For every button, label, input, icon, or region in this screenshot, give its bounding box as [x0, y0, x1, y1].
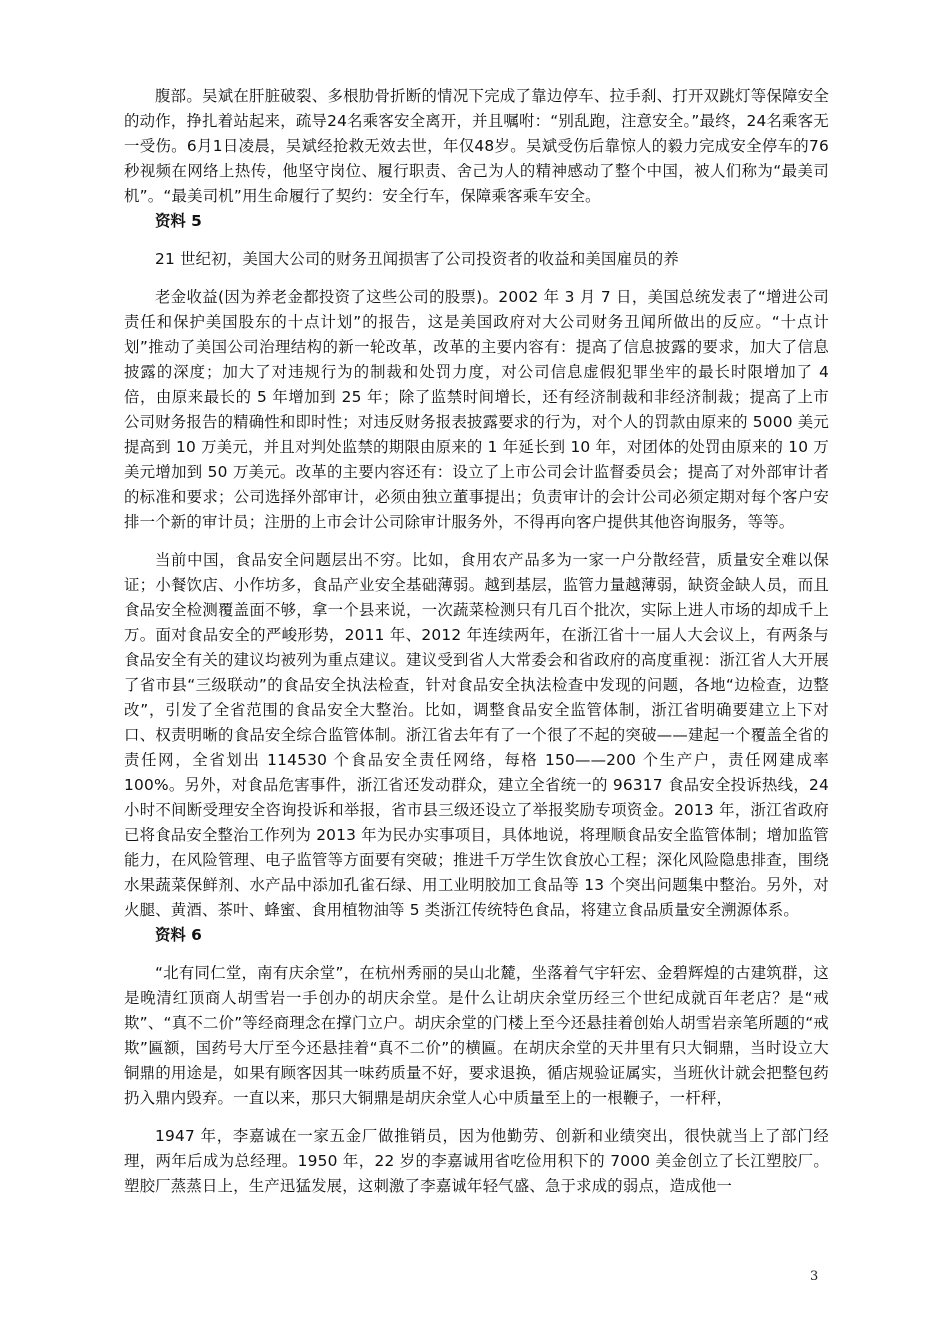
paragraph-ten-point-plan: 老金收益(因为养老金都投资了这些公司的股票)。2002 年 3 月 7 日，美国总统发表了“增进公司责任和保护美国股东的十点计划”的报告，这是美国政府对大公司财务丑闻所做出的反应。“十点计划”推动了美国公司治理结构的新一轮改革，改革的主要内容有：提高了信息披露的要求，加大了信息披露的深度；加大了对违规行为的制裁和处罚力度，对公司信息虚假犯罪坐牢的最长时限增加了 4 倍，由原来最长的 5 年增加到 25 年；除了监禁时间增长，还有经济制裁和非经济制裁；提高了上市公司财务报告的精确性和即时性；对违反财务报表披露要求的行为，对个人的罚款由原来的 5000 美元提高到 10 万美元，并且对判处监禁的期限由原来的 1 年延长到 10 年，对团体的处罚由原来的 10 万美元增加到 50 万美元。改革的主要内容还有：设立了上市公司会计监督委员会；提高了对外部审计者的标准和要求；公司选择外部审计，必须由独立董事提出；负责审计的会计公司必须定期对每个客户安排一个新的审计员；注册的上市会计公司除审计服务外，不得再向客户提供其他咨询服务，等等。 [124, 288, 829, 531]
paragraph-us-scandal-intro: 21 世纪初，美国大公司的财务丑闻损害了公司投资者的收益和美国雇员的养 [155, 250, 679, 268]
paragraph-li-ka-shing: 1947 年，李嘉诚在一家五金厂做推销员，因为他勤劳、创新和业绩突出，很快就当上了部门经理，两年后成为总经理。1950 年，22 岁的李嘉诚用省吃俭用积下的 7000 美金创立了长江塑胶厂。塑胶厂蒸蒸日上，生产迅猛发展，这刺激了李嘉诚年轻气盛、急于求成的弱点，造成他一 [124, 1127, 829, 1195]
paragraph-hu-qing-yu-tang: “北有同仁堂，南有庆余堂”，在杭州秀丽的吴山北麓，坐落着气宇轩宏、金碧辉煌的古建筑群，这是晚清红顶商人胡雪岩一手创办的胡庆余堂。是什么让胡庆余堂历经三个世纪成就百年老店？是“戒欺”、“真不二价”等经商理念在撑门立户。胡庆余堂的门楼上至今还悬挂着创始人胡雪岩亲笔所题的“戒欺”匾额，国药号大厅至今还悬挂着“真不二价”的横匾。在胡庆余堂的天井里有只大铜鼎，当时设立大铜鼎的用途是，如果有顾客因其一味药质量不好，要求退换，循店规验证属实，当班伙计就会把整包药扔入鼎内毁弃。一直以来，那只大铜鼎是胡庆余堂人心中质量至上的一根鞭子，一杆秤， [124, 964, 829, 1107]
section-heading-material-5: 资料 5 [155, 212, 202, 230]
page-number: 3 [810, 1269, 819, 1284]
paragraph-wu-bin-story: 腹部。吴斌在肝脏破裂、多根肋骨折断的情况下完成了靠边停车、拉手刹、打开双跳灯等保障安全的动作，挣扎着站起来，疏导24名乘客安全离开，并且嘱咐：“别乱跑，注意安全。”最终，24名乘客无一受伤。6月1日凌晨，吴斌经抢救无效去世，年仅48岁。吴斌受伤后靠惊人的毅力完成安全停车的76秒视频在网络上热传，他坚守岗位、履行职责、舍己为人的精神感动了整个中国，被人们称为“最美司机”。“最美司机”用生命履行了契约：安全行车，保障乘客乘车安全。 [124, 87, 829, 205]
section-heading-material-6: 资料 6 [155, 926, 202, 944]
paragraph-food-safety: 当前中国，食品安全问题层出不穷。比如，食用农产品多为一家一户分散经营，质量安全难以保证；小餐饮店、小作坊多，食品产业安全基础薄弱。越到基层，监管力量越薄弱，缺资金缺人员，而且食品安全检测覆盖面不够，拿一个县来说，一次蔬菜检测只有几百个批次，实际上进人市场的却成千上万。面对食品安全的严峻形势，2011 年、2012 年连续两年，在浙江省十一届人大会议上，有两条与食品安全有关的建议均被列为重点建议。建议受到省人大常委会和省政府的高度重视：浙江省人大开展了省市县“三级联动”的食品安全执法检查，针对食品安全执法检查中发现的问题，各地“边检查，边整改”，引发了全省范围的食品安全大整治。比如，调整食品安全监管体制，浙江省明确要建立上下对口、权责明晰的食品安全综合监管体制。浙江省去年有了一个很了不起的突破——建起一个覆盖全省的责任网，全省划出 114530 个食品安全责任网络，每格 150——200 个生产户，责任网建成率 100%。另外，对食品危害事件，浙江省还发动群众，建立全省统一的 96317 食品安全投诉热线，24 小时不间断受理安全咨询投诉和举报，省市县三级还设立了举报奖励专项资金。2013 年，浙江省政府已将食品安全整治工作列为 2013 年为民办实事项目，具体地说，将理顺食品安全监管体制；增加监管能力，在风险管理、电子监管等方面要有突破；推进千万学生饮食放心工程；深化风险隐患排查，围绕水果蔬菜保鲜剂、水产品中添加孔雀石绿、用工业明胶加工食品等 13 个突出问题集中整治。另外，对火腿、黄酒、茶叶、蜂蜜、食用植物油等 5 类浙江传统特色食品，将建立食品质量安全溯源体系。 [124, 551, 829, 919]
document-body [124, 84, 829, 1199]
